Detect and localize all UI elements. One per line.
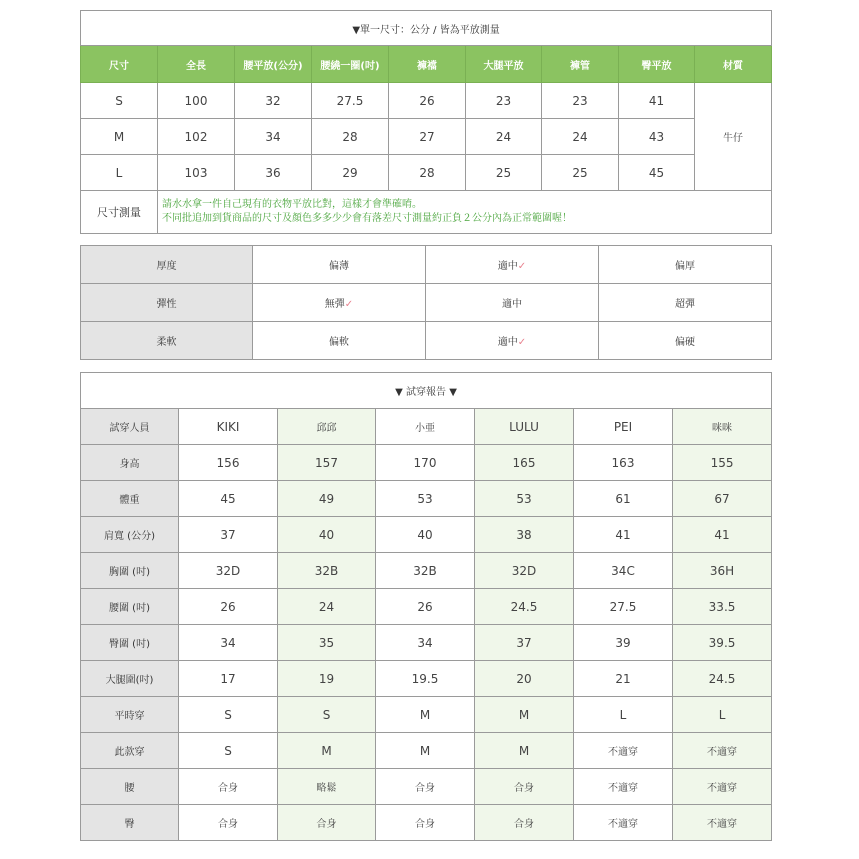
tryon-cell: M	[376, 733, 475, 769]
tryon-cell: 170	[376, 445, 475, 481]
size-value: 28	[389, 155, 466, 191]
tryon-row-label: 平時穿	[81, 697, 179, 733]
size-header: 材質	[695, 46, 772, 83]
tryon-row-label: 肩寬 (公分)	[81, 517, 179, 553]
size-value: 43	[619, 119, 695, 155]
size-header: 臀平放	[619, 46, 695, 83]
tryon-cell: 34C	[574, 553, 673, 589]
size-table-caption: ▼單一尺寸：公分 / 皆為平放測量	[81, 11, 772, 46]
tryon-cell: 61	[574, 481, 673, 517]
attr-label: 彈性	[81, 284, 253, 322]
tryon-cell: 39.5	[673, 625, 772, 661]
fabric-attributes-table	[80, 245, 772, 360]
tryon-person: KIKI	[179, 409, 278, 445]
size-row-m	[81, 119, 772, 155]
tryon-person: 邱邱	[278, 409, 376, 445]
size-row-s	[81, 83, 772, 119]
tryon-cell: 不適穿	[574, 733, 673, 769]
size-note-row	[81, 191, 772, 234]
size-header: 全長	[158, 46, 235, 83]
tryon-cell: 49	[278, 481, 376, 517]
tryon-cell: 40	[278, 517, 376, 553]
tryon-cell: 32D	[475, 553, 574, 589]
size-label: S	[81, 83, 158, 119]
attr-option: 適中	[426, 284, 599, 322]
attr-option: 無彈✓	[253, 284, 426, 322]
tryon-row-label: 腰圍 (吋)	[81, 589, 179, 625]
tryon-row	[81, 769, 772, 805]
size-value: 32	[235, 83, 312, 119]
tryon-row-label: 臀	[81, 805, 179, 841]
size-value: 27.5	[312, 83, 389, 119]
tryon-cell: 39	[574, 625, 673, 661]
size-header: 褲管	[542, 46, 619, 83]
tryon-cell: L	[574, 697, 673, 733]
tryon-cell: 不適穿	[673, 769, 772, 805]
size-value: 26	[389, 83, 466, 119]
size-value: 34	[235, 119, 312, 155]
size-value: 24	[466, 119, 542, 155]
size-value: 25	[542, 155, 619, 191]
tryon-cell: 不適穿	[574, 769, 673, 805]
attr-label: 柔軟	[81, 322, 253, 360]
tryon-cell: 26	[179, 589, 278, 625]
tryon-cell: 合身	[376, 769, 475, 805]
size-value: 41	[619, 83, 695, 119]
size-header: 腰繞一圈(吋)	[312, 46, 389, 83]
size-value: 27	[389, 119, 466, 155]
size-header: 大腿平放	[466, 46, 542, 83]
size-value: 25	[466, 155, 542, 191]
tryon-cell: S	[179, 733, 278, 769]
tryon-row	[81, 805, 772, 841]
size-label: M	[81, 119, 158, 155]
tryon-cell: 32B	[278, 553, 376, 589]
attr-option: 偏薄	[253, 246, 426, 284]
tryon-cell: 34	[376, 625, 475, 661]
tryon-cell: 26	[376, 589, 475, 625]
size-value: 28	[312, 119, 389, 155]
tryon-caption: ▼ 試穿報告 ▼	[81, 373, 772, 409]
tryon-person: LULU	[475, 409, 574, 445]
attr-row-elasticity	[81, 284, 772, 322]
attr-option: 偏硬	[599, 322, 772, 360]
tryon-cell: 合身	[278, 805, 376, 841]
size-header: 腰平放(公分)	[235, 46, 312, 83]
size-table	[80, 10, 772, 234]
tryon-cell: 24.5	[475, 589, 574, 625]
tryon-row	[81, 589, 772, 625]
size-value: 103	[158, 155, 235, 191]
note-label: 尺寸測量	[81, 191, 158, 234]
tryon-cell: M	[278, 733, 376, 769]
tryon-cell: 41	[574, 517, 673, 553]
attr-option: 偏軟	[253, 322, 426, 360]
size-label: L	[81, 155, 158, 191]
tryon-cell: 略鬆	[278, 769, 376, 805]
tryon-person: 咪咪	[673, 409, 772, 445]
tryon-cell: 34	[179, 625, 278, 661]
size-table-header-row	[81, 46, 772, 83]
size-value: 29	[312, 155, 389, 191]
tryon-cell: 32B	[376, 553, 475, 589]
tryon-cell: L	[673, 697, 772, 733]
attr-row-softness	[81, 322, 772, 360]
check-icon: ✓	[517, 337, 527, 348]
tryon-cell: 24.5	[673, 661, 772, 697]
tryon-row-label: 此款穿	[81, 733, 179, 769]
tryon-cell: 37	[179, 517, 278, 553]
tryon-row	[81, 697, 772, 733]
tryon-cell: 不適穿	[574, 805, 673, 841]
size-value: 36	[235, 155, 312, 191]
tryon-cell: 40	[376, 517, 475, 553]
tryon-row-label: 腰	[81, 769, 179, 805]
size-value: 23	[542, 83, 619, 119]
tryon-cell: 合身	[376, 805, 475, 841]
tryon-cell: 17	[179, 661, 278, 697]
size-value: 102	[158, 119, 235, 155]
size-note	[158, 191, 772, 234]
tryon-cell: S	[179, 697, 278, 733]
tryon-header-row	[81, 409, 772, 445]
tryon-cell: 33.5	[673, 589, 772, 625]
tryon-person: PEI	[574, 409, 673, 445]
tryon-cell: 20	[475, 661, 574, 697]
tryon-person: 小亜	[376, 409, 475, 445]
tryon-cell: 合身	[475, 805, 574, 841]
attr-label: 厚度	[81, 246, 253, 284]
note-line: 請水水拿一件自己現有的衣物平放比對，這樣才會準確唷。	[162, 199, 422, 210]
tryon-cell: 21	[574, 661, 673, 697]
tryon-row	[81, 445, 772, 481]
tryon-cell: 32D	[179, 553, 278, 589]
tryon-cell: 不適穿	[673, 733, 772, 769]
tryon-cell: 19	[278, 661, 376, 697]
tryon-cell: M	[376, 697, 475, 733]
tryon-cell: 53	[376, 481, 475, 517]
tryon-cell: 165	[475, 445, 574, 481]
tryon-row	[81, 553, 772, 589]
tryon-cell: S	[278, 697, 376, 733]
tryon-cell: 67	[673, 481, 772, 517]
tryon-cell: 163	[574, 445, 673, 481]
tryon-row-label: 大腿圍(吋)	[81, 661, 179, 697]
tryon-cell: M	[475, 697, 574, 733]
check-icon: ✓	[344, 299, 354, 310]
tryon-header-label: 試穿人員	[81, 409, 179, 445]
note-line: 不同批追加到貨商品的尺寸及顏色多多少少會有落差尺寸測量約正負２公分內為正常範圍喔！	[162, 213, 572, 224]
size-value: 45	[619, 155, 695, 191]
tryon-cell: 35	[278, 625, 376, 661]
tryon-cell: 156	[179, 445, 278, 481]
attr-option: 適中✓	[426, 246, 599, 284]
tryon-cell: 53	[475, 481, 574, 517]
tryon-cell: 不適穿	[673, 805, 772, 841]
tryon-row-label: 臀圍 (吋)	[81, 625, 179, 661]
size-header: 褲襠	[389, 46, 466, 83]
tryon-cell: 45	[179, 481, 278, 517]
tryon-row-label: 體重	[81, 481, 179, 517]
attr-option: 偏厚	[599, 246, 772, 284]
tryon-row-label: 身高	[81, 445, 179, 481]
material-value: 牛仔	[695, 83, 772, 191]
tryon-report-table	[80, 372, 772, 841]
tryon-cell: M	[475, 733, 574, 769]
tryon-row-label: 胸圍 (吋)	[81, 553, 179, 589]
tryon-row	[81, 733, 772, 769]
tryon-cell: 157	[278, 445, 376, 481]
tryon-cell: 36H	[673, 553, 772, 589]
attr-row-thickness	[81, 246, 772, 284]
tryon-row	[81, 661, 772, 697]
size-value: 23	[466, 83, 542, 119]
tryon-row	[81, 481, 772, 517]
tryon-cell: 24	[278, 589, 376, 625]
tryon-cell: 27.5	[574, 589, 673, 625]
tryon-cell: 合身	[179, 805, 278, 841]
size-header: 尺寸	[81, 46, 158, 83]
tryon-cell: 155	[673, 445, 772, 481]
size-value: 24	[542, 119, 619, 155]
check-icon: ✓	[517, 261, 527, 272]
tryon-cell: 41	[673, 517, 772, 553]
tryon-row	[81, 625, 772, 661]
tryon-cell: 37	[475, 625, 574, 661]
size-value: 100	[158, 83, 235, 119]
size-row-l	[81, 155, 772, 191]
tryon-row	[81, 517, 772, 553]
tryon-cell: 合身	[475, 769, 574, 805]
tryon-cell: 38	[475, 517, 574, 553]
attr-option: 適中✓	[426, 322, 599, 360]
tryon-cell: 19.5	[376, 661, 475, 697]
attr-option: 超彈	[599, 284, 772, 322]
tryon-cell: 合身	[179, 769, 278, 805]
